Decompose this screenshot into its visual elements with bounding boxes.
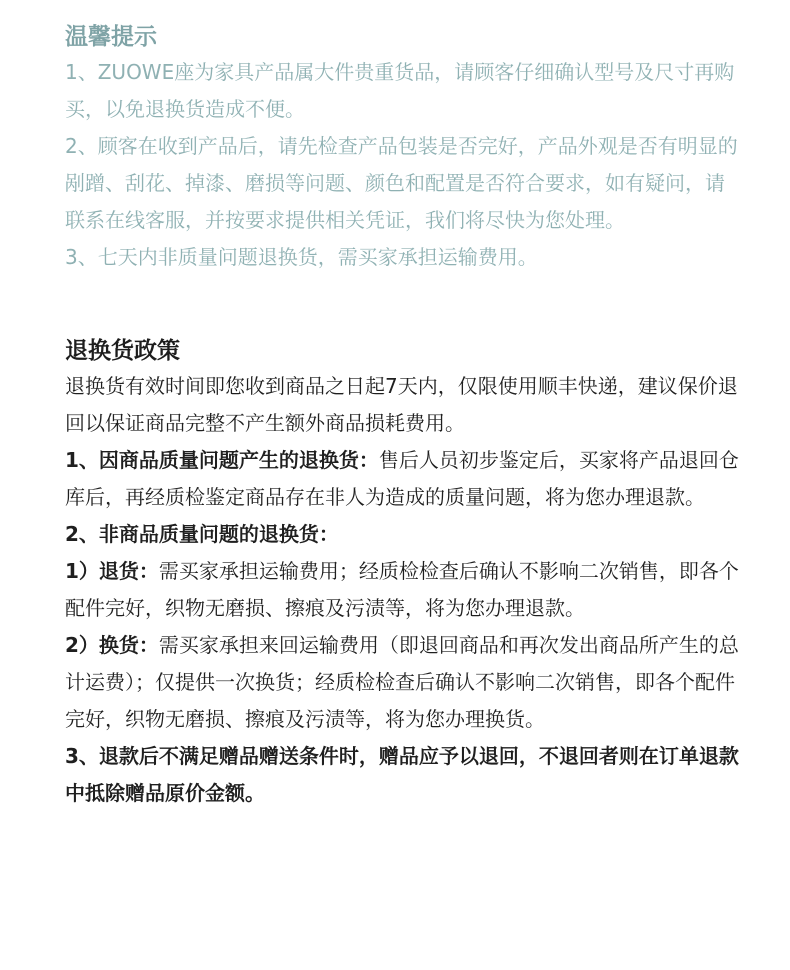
- policy-exchange: [65, 627, 740, 738]
- policy-body: [65, 368, 740, 812]
- policy-section-1-heading: 1、因商品质量问题产生的退换货：: [65, 448, 379, 472]
- policy-return: [65, 553, 740, 627]
- notice-item-1: 1、ZUOWE座为家具产品属大件贵重货品，请顾客仔细确认型号及尺寸再购买，以免退换货造成不便。: [65, 60, 735, 121]
- policy-section-1-text: 售后人员初步鉴定后，买家将产品退回仓库后，再经质检鉴定商品存在非人为造成的质量问题，将为您办理退款。: [65, 448, 739, 509]
- policy-section-3: 3、退款后不满足赠品赠送条件时，赠品应予以退回，不退回者则在订单退款中抵除赠品原价金额。: [65, 744, 739, 805]
- section-gap: [65, 276, 740, 334]
- policy-return-text: 需买家承担运输费用；经质检检查后确认不影响二次销售，即各个配件完好，织物无磨损、擦痕及污渍等，将为您办理退款。: [65, 559, 739, 620]
- policy-exchange-heading: 2）换货：: [65, 633, 159, 657]
- policy-exchange-text: 需买家承担来回运输费用（即退回商品和再次发出商品所产生的总计运费）；仅提供一次换货；经质检检查后确认不影响二次销售，即各个配件完好，织物无磨损、擦痕及污渍等，将为您办理换货。: [65, 633, 739, 731]
- policy-intro: 退换货有效时间即您收到商品之日起7天内，仅限使用顺丰快递，建议保价退回以保证商品完整不产生额外商品损耗费用。: [65, 374, 738, 435]
- notice-body: [65, 54, 740, 276]
- notice-title: 温馨提示: [65, 24, 157, 50]
- notice-item-3: 3、七天内非质量问题退换货，需买家承担运输费用。: [65, 245, 538, 269]
- policy-section-1: [65, 442, 740, 516]
- notice-item-2: 2、顾客在收到产品后，请先检查产品包装是否完好，产品外观是否有明显的剐蹭、刮花、掉漆、磨损等问题、颜色和配置是否符合要求，如有疑问，请联系在线客服，并按要求提供相关凭证，我们将尽快为您处理。: [65, 134, 738, 232]
- policy-title: 退换货政策: [65, 338, 180, 364]
- policy-section-2-heading: 2、非商品质量问题的退换货：: [65, 522, 339, 546]
- policy-return-heading: 1）退货：: [65, 559, 159, 583]
